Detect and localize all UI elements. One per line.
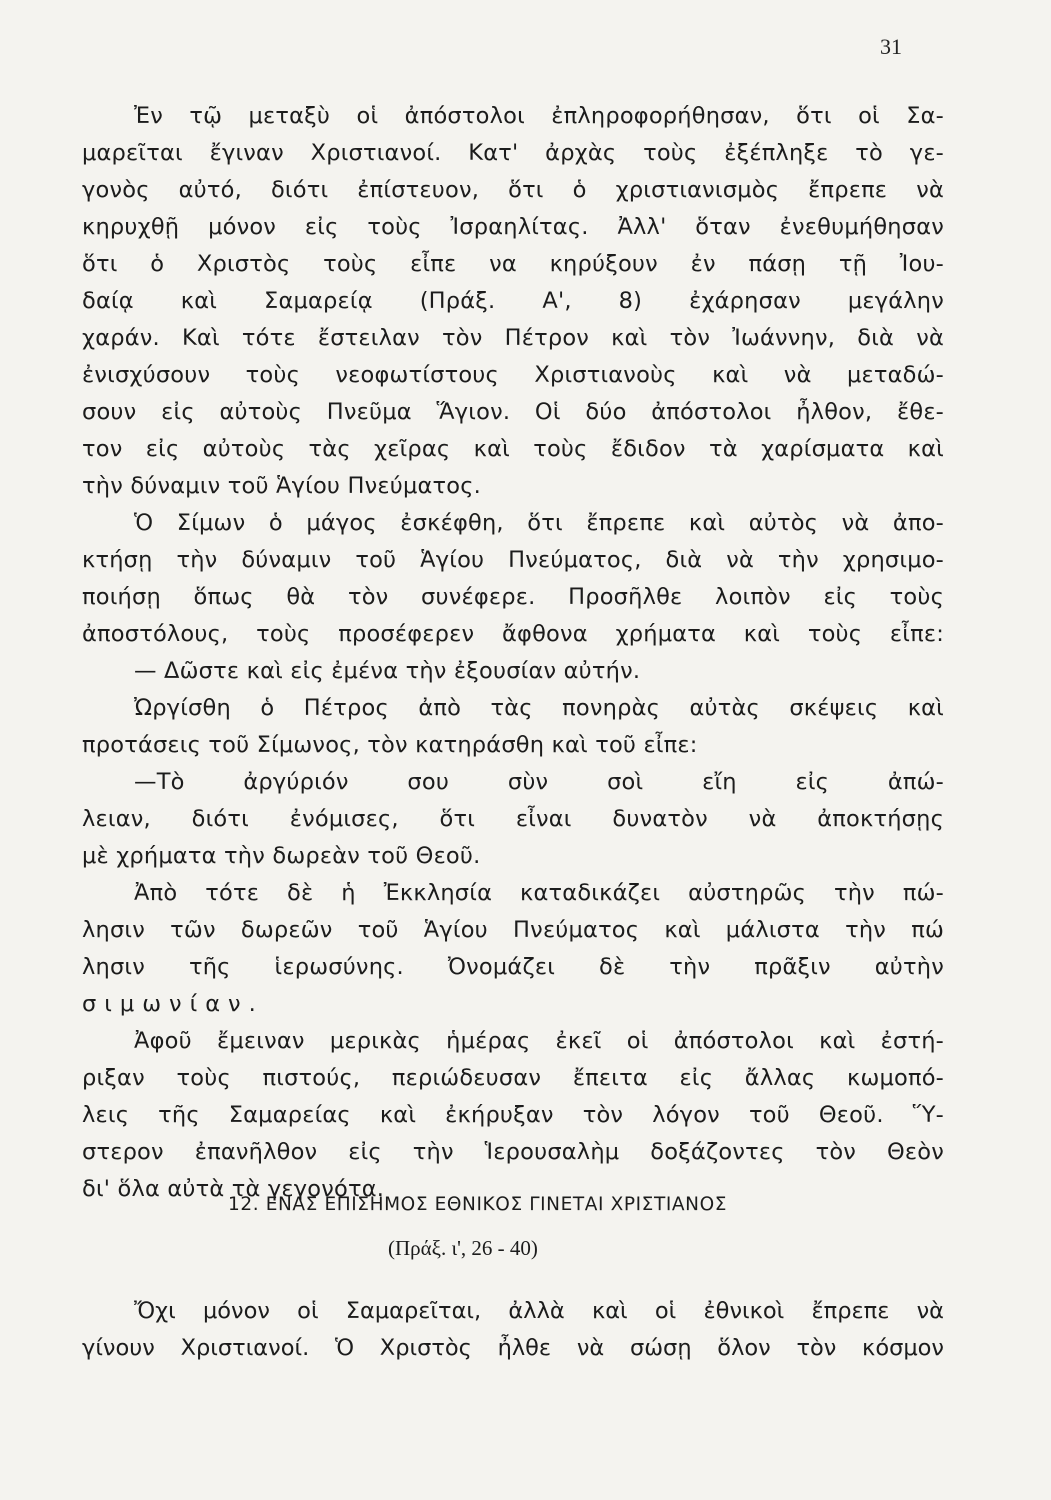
text-line: μαρεῖται ἔγιναν Χριστιανοί. Κατ' ἀρχὰς τοὺς ἐξέπληξε τὸ γε- <box>82 140 944 166</box>
text-line: γονὸς αὐτό, διότι ἐπίστευον, ὅτι ὁ χριστιανισμὸς ἔπρεπε νὰ <box>82 177 944 203</box>
text-line: στερον ἐπανῆλθον εἰς τὴν Ἱερουσαλὴμ δοξάζοντες τὸν Θεὸν <box>82 1139 944 1165</box>
closing-text <box>82 1293 944 1367</box>
text-line: τὴν δύναμιν τοῦ Ἁγίου Πνεύματος. <box>82 473 481 499</box>
text-line: γίνουν Χριστιανοί. Ὁ Χριστὸς ἦλθε νὰ σώσῃ ὅλον τὸν κόσμον <box>82 1335 944 1361</box>
body-text <box>82 98 944 1208</box>
text-line: μὲ χρήματα τὴν δωρεὰν τοῦ Θεοῦ. <box>82 843 481 869</box>
text-line: ἐνισχύσουν τοὺς νεοφωτίστους Χριστιανοὺς καὶ νὰ μεταδώ- <box>82 362 944 388</box>
text-line: —Τὸ ἀργύριόν σου σὺν σοὶ εἴη εἰς ἀπώ- <box>134 769 944 795</box>
text-line: κηρυχθῇ μόνον εἰς τοὺς Ἰσραηλίτας. Ἀλλ' ὅταν ἐνεθυμήθησαν <box>82 214 944 240</box>
section-heading: 12. ΕΝΑΣ ΕΠΙΣΗΜΟΣ ΕΘΝΙΚΟΣ ΓΙΝΕΤΑΙ ΧΡΙΣΤΙΑΝΟΣ <box>228 1194 728 1215</box>
page-number: 31 <box>880 34 902 59</box>
text-line: ριξαν τοὺς πιστούς, περιώδευσαν ἔπειτα εἰς ἄλλας κωμοπό- <box>82 1065 944 1091</box>
text-line: Ἐν τῷ μεταξὺ οἱ ἀπόστολοι ἐπληροφορήθησαν, ὅτι οἱ Σα- <box>134 103 944 129</box>
text-line: λησιν τῶν δωρεῶν τοῦ Ἁγίου Πνεύματος καὶ μάλιστα τὴν πώ <box>82 917 944 943</box>
text-line: τον εἰς αὐτοὺς τὰς χεῖρας καὶ τοὺς ἔδιδον τὰ χαρίσματα καὶ <box>82 436 944 462</box>
text-line: Ὠργίσθη ὁ Πέτρος ἀπὸ τὰς πονηρὰς αὐτὰς σκέψεις καὶ <box>134 695 944 721</box>
text-line: δι' ὅλα αὐτὰ τὰ γεγονότα. <box>82 1176 385 1202</box>
text-line: Ἀπὸ τότε δὲ ἡ Ἐκκλησία καταδικάζει αὐστηρῶς τὴν πώ- <box>134 880 944 906</box>
text-line: λειαν, διότι ἐνόμισες, ὅτι εἶναι δυνατὸν νὰ ἀποκτήσῃς <box>82 806 944 832</box>
text-line: Ὁ Σίμων ὁ μάγος ἐσκέφθη, ὅτι ἔπρεπε καὶ αὐτὸς νὰ ἀπο- <box>134 510 944 536</box>
text-line: Ὄχι μόνον οἱ Σαμαρεῖται, ἀλλὰ καὶ οἱ ἐθνικοὶ ἔπρεπε νὰ <box>134 1298 944 1324</box>
text-line: ὅτι ὁ Χριστὸς τοὺς εἶπε να κηρύξουν ἐν πάσῃ τῇ Ἰου- <box>82 251 944 277</box>
text-line: ἀποστόλους, τοὺς προσέφερεν ἄφθονα χρήματα καὶ τοὺς εἶπε: <box>82 621 944 647</box>
text-line: λεις τῆς Σαμαρείας καὶ ἐκήρυξαν τὸν λόγον τοῦ Θεοῦ. Ὕ- <box>82 1102 944 1128</box>
section-reference: (Πράξ. ι', 26 - 40) <box>388 1236 538 1260</box>
text-line: σουν εἰς αὐτοὺς Πνεῦμα Ἅγιον. Οἱ δύο ἀπόστολοι ἦλθον, ἔθε- <box>82 399 944 425</box>
text-line: χαράν. Καὶ τότε ἔστειλαν τὸν Πέτρον καὶ τὸν Ἰωάννην, διὰ νὰ <box>82 325 944 351</box>
text-line: Ἀφοῦ ἔμειναν μερικὰς ἡμέρας ἐκεῖ οἱ ἀπόστολοι καὶ ἐστή- <box>134 1028 944 1054</box>
text-line: — Δῶστε καὶ εἰς ἐμένα τὴν ἐξουσίαν αὐτήν. <box>134 658 641 684</box>
text-line: δαίᾳ καὶ Σαμαρείᾳ (Πράξ. Α', 8) ἐχάρησαν μεγάλην <box>82 288 944 314</box>
text-line: προτάσεις τοῦ Σίμωνος, τὸν κατηράσθη καὶ τοῦ εἶπε: <box>82 732 698 758</box>
text-line: σιμωνίαν. <box>82 991 264 1017</box>
text-line: ποιήσῃ ὅπως θὰ τὸν συνέφερε. Προσῆλθε λοιπὸν εἰς τοὺς <box>82 584 944 610</box>
text-line: λησιν τῆς ἱερωσύνης. Ὀνομάζει δὲ τὴν πρᾶξιν αὐτὴν <box>82 954 944 980</box>
text-line: κτήσῃ τὴν δύναμιν τοῦ Ἁγίου Πνεύματος, διὰ νὰ τὴν χρησιμο- <box>82 547 944 573</box>
